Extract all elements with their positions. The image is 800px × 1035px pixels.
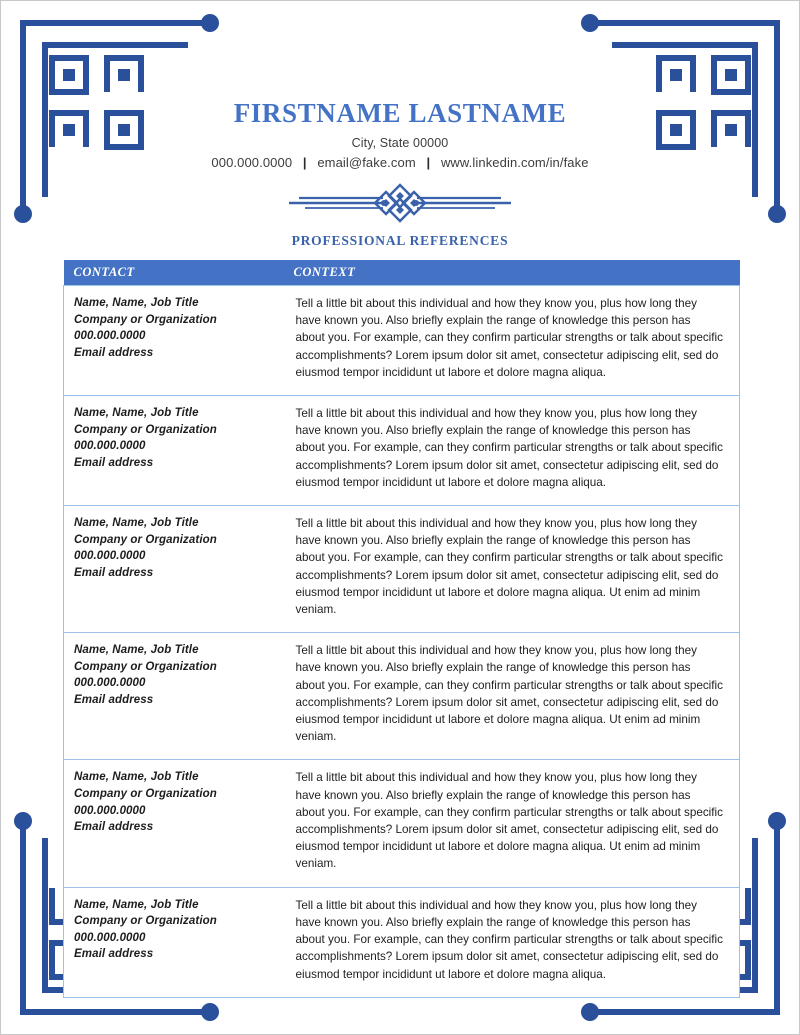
contact-separator-2: | [426,154,431,170]
table-body [64,286,740,998]
contact-company: Company or Organization [74,423,217,436]
contact-email: Email address [74,821,154,834]
section-heading: PROFESSIONAL REFERENCES [291,233,509,248]
context-cell: Tell a little bit about this individual and how they know you, plus how long they have known you. Also briefly explain the range of knowledge this person has about you. For example, can they confirm particular strengths or talk about specific accomplishments? Lorem ipsum dolor sit amet, consectetur adipiscing elit, sed do eiusmod tempor incididunt ut labore et dolore magna aliqua. Ut enim ad minim veniam. [286,760,740,887]
contact-name: Name, Name, Job Title [74,644,199,657]
contact-email: Email address [74,346,154,359]
contact-phone: 000.000.0000 [74,931,146,944]
contact-line [1,155,799,170]
document-header [1,99,799,170]
contact-company: Company or Organization [74,660,217,673]
table-row [64,887,740,997]
contact-email: Email address [74,948,154,961]
contact-separator-1: | [302,154,307,170]
table-row [64,506,740,633]
contact-phone: 000.000.0000 [74,677,146,690]
table-row [64,396,740,506]
contact-phone: 000.000.0000 [74,804,146,817]
page-title: FIRSTNAME LASTNAME [233,98,567,128]
email-text: email@fake.com [317,154,416,170]
table-row [64,633,740,760]
contact-phone: 000.000.0000 [74,550,146,563]
column-header-context: CONTEXT [286,260,740,286]
contact-cell [64,633,286,760]
contact-cell [64,760,286,887]
contact-name: Name, Name, Job Title [74,407,199,420]
contact-name: Name, Name, Job Title [74,297,199,309]
context-cell: Tell a little bit about this individual and how they know you, plus how long they have known you. Also briefly explain the range of knowledge this person has about you. For example, can they confirm particular strengths or talk about specific accomplishments? Lorem ipsum dolor sit amet, consectetur adipiscing elit, sed do eiusmod tempor incididunt ut labore et dolore magna aliqua. Ut enim ad minim veniam. [286,633,740,760]
contact-company: Company or Organization [74,915,217,928]
contact-phone: 000.000.0000 [74,440,146,453]
contact-cell [64,506,286,633]
contact-cell [64,396,286,506]
table-row [64,286,740,396]
contact-email: Email address [74,566,154,579]
column-header-contact: CONTACT [64,260,286,286]
contact-cell [64,887,286,997]
contact-name: Name, Name, Job Title [74,517,199,530]
contact-company: Company or Organization [74,533,217,546]
phone-text: 000.000.0000 [211,154,293,170]
website-text: www.linkedin.com/in/fake [440,154,589,170]
context-cell: Tell a little bit about this individual and how they know you, plus how long they have known you. Also briefly explain the range of knowledge this person has about you. For example, can they confirm particular strengths or talk about specific accomplishments? Lorem ipsum dolor sit amet, consectetur adipiscing elit, sed do eiusmod tempor incididunt ut labore et dolore magna aliqua. Ut enim ad minim veniam. [286,506,740,633]
contact-name: Name, Name, Job Title [74,771,199,784]
table-header [64,260,740,286]
context-cell: Tell a little bit about this individual and how they know you, plus how long they have known you. Also briefly explain the range of knowledge this person has about you. For example, can they confirm particular strengths or talk about specific accomplishments? Lorem ipsum dolor sit amet, consectetur adipiscing elit, sed do eiusmod tempor incididunt ut labore et dolore magna aliqua. [286,396,740,506]
references-table [63,260,740,998]
contact-name: Name, Name, Job Title [74,898,199,911]
context-cell: Tell a little bit about this individual and how they know you, plus how long they have known you. Also briefly explain the range of knowledge this person has about you. For example, can they confirm particular strengths or talk about specific accomplishments? Lorem ipsum dolor sit amet, consectetur adipiscing elit, sed do eiusmod tempor incididunt ut labore et dolore magna aliqua. [286,887,740,997]
contact-phone: 000.000.0000 [74,330,146,343]
contact-email: Email address [74,456,154,469]
divider-ornament [1,182,799,224]
contact-company: Company or Organization [74,788,217,801]
table-row [64,760,740,887]
table-header-row [64,260,740,286]
context-cell: Tell a little bit about this individual and how they know you, plus how long they have known you. Also briefly explain the range of knowledge this person has about you. For example, can they confirm particular strengths or talk about specific accomplishments? Lorem ipsum dolor sit amet, consectetur adipiscing elit, sed do eiusmod tempor incididunt ut labore et dolore magna aliqua. [286,286,740,396]
contact-cell [64,286,286,396]
contact-company: Company or Organization [74,313,217,326]
contact-email: Email address [74,693,154,706]
location-line: City, State 00000 [351,135,449,150]
